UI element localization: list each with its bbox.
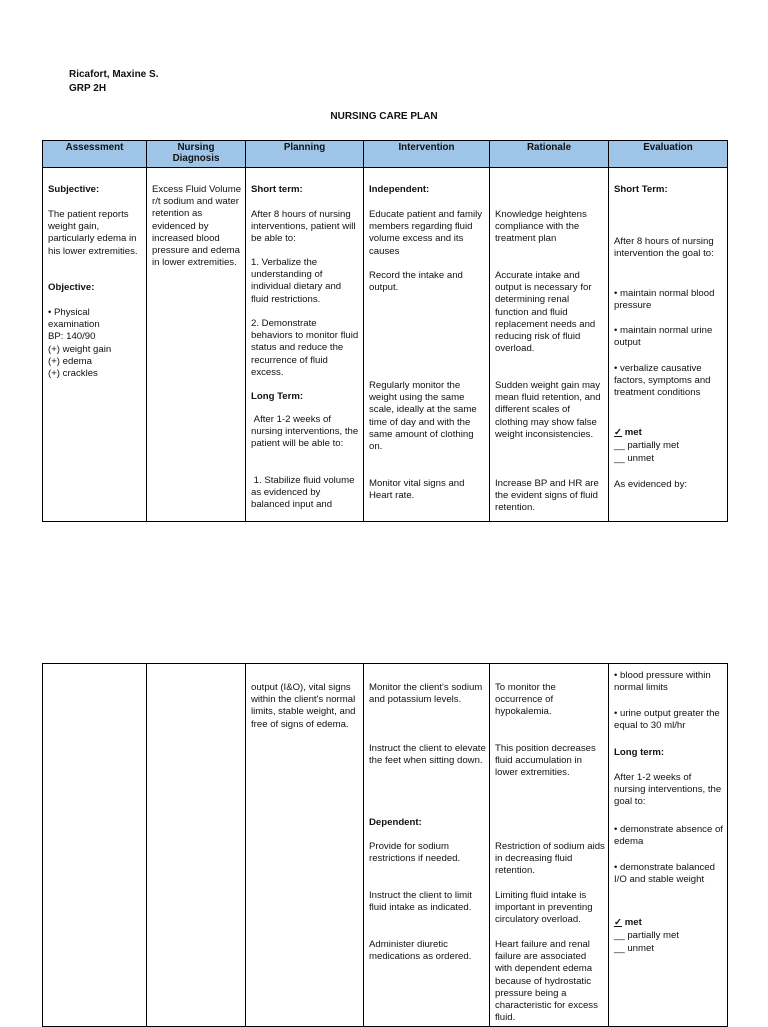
care-plan-table-page1 [42, 140, 728, 522]
dependent-label: Dependent: [369, 817, 422, 828]
partially-met-option: __ partially met [614, 440, 680, 451]
met-label: met [624, 917, 642, 928]
rationale-item: Increase BP and HR are the evident signs of fluid retention. [495, 478, 599, 514]
evaluation-goal: • maintain normal urine output [614, 325, 713, 349]
care-plan-table-page2 [42, 663, 728, 1027]
objective-line: (+) edema [48, 355, 92, 367]
diagnosis-cell [147, 168, 246, 522]
check-mark-icon: ✓ [614, 917, 623, 928]
planning-long-label: Long Term: [251, 391, 304, 402]
independent-label: Independent: [369, 184, 430, 195]
rationale-item: Restriction of sodium aids in decreasing fluid retention. [495, 841, 605, 877]
evaluation-goal: • demonstrate absence of edema [614, 824, 723, 848]
objective-line: BP: 140/90 [48, 331, 96, 343]
planning-long-intro: After 1-2 weeks of nursing interventions, the patient will be able to: [251, 414, 361, 450]
intervention-item: Instruct the client to limit fluid intake as indicated. [369, 890, 472, 914]
header-evaluation: Evaluation [609, 141, 728, 168]
intervention-item: Educate patient and family members regarding fluid volume excess and its causes [369, 209, 483, 257]
assessment-cell-empty [43, 664, 147, 1027]
rationale-item: Accurate intake and output is necessary for determining renal function and fluid replacement needs and reducing risk of fluid overload. [495, 270, 596, 355]
header-nursing-diagnosis: Nursing Diagnosis [147, 141, 246, 168]
group-label: GRP 2H [69, 83, 107, 94]
rationale-item: To monitor the occurrence of hypokalemia. [495, 682, 556, 718]
planning-short-2: 2. Demonstrate behaviors to monitor fluid status and reduce the recurrence of fluid excess. [251, 318, 359, 378]
planning-continued-text: output (I&O), vital signs within the client's normal limits, stable weight, and free of signs of edema. [251, 682, 356, 730]
intervention-cell [364, 168, 490, 522]
planning-cell-continued [246, 664, 364, 1027]
planning-short-label: Short term: [251, 184, 303, 195]
intervention-item: Administer diuretic medications as ordered. [369, 939, 472, 963]
planning-long-1: 1. Stabilize fluid volume as evidenced by balanced input and [251, 475, 358, 511]
unmet-option: __ unmet [614, 453, 655, 464]
rationale-item: This position decreases fluid accumulation in lower extremities. [495, 743, 596, 779]
page-title: NURSING CARE PLAN [330, 111, 438, 122]
evaluation-long-label: Long term: [614, 747, 665, 758]
assessment-cell [43, 168, 147, 522]
subjective-text: The patient reports weight gain, particularly edema in his lower extremities. [48, 209, 138, 257]
objective-line: (+) weight gain [48, 343, 112, 355]
student-name: Ricafort, Maxine S. [69, 69, 159, 80]
rationale-item: Limiting fluid intake is important in preventing circulatory overload. [495, 890, 593, 926]
evaluation-short-label: Short Term: [614, 184, 668, 195]
rationale-item: Heart failure and renal failure are associated with dependent edema because of hydrostatic pressure being a characteristic for excess fluid. [495, 939, 598, 1024]
unmet-option: __ unmet [614, 943, 655, 954]
evaluation-goal: • verbalize causative factors, symptoms and treatment conditions [614, 363, 711, 399]
rationale-item: Knowledge heightens compliance with the treatment plan [495, 209, 587, 245]
rationale-cell-continued [490, 664, 609, 1027]
intervention-item: Instruct the client to elevate the feet when sitting down. [369, 743, 486, 767]
as-evidenced-by: As evidenced by: [614, 479, 688, 490]
evaluation-goal: • urine output greater the equal to 30 ml/hr [614, 708, 720, 732]
header-rationale: Rationale [490, 141, 609, 168]
met-label: met [624, 427, 642, 438]
intervention-item: Provide for sodium restrictions if needed. [369, 841, 461, 865]
evaluation-cell [609, 168, 728, 522]
evaluation-goal: • demonstrate balanced I/O and stable weight [614, 862, 715, 886]
intervention-cell-continued [364, 664, 490, 1027]
evaluation-intro: After 8 hours of nursing intervention the goal to: [614, 236, 714, 260]
planning-short-intro: After 8 hours of nursing interventions, patient will be able to: [251, 209, 356, 245]
subjective-label: Subjective: [48, 184, 100, 195]
header-planning: Planning [246, 141, 364, 168]
diagnosis-cell-empty [147, 664, 246, 1027]
objective-line: • Physical examination [48, 307, 100, 331]
evaluation-intro: After 1-2 weeks of nursing interventions, the goal to: [614, 772, 722, 808]
evaluation-cell-continued [609, 664, 728, 1027]
partially-met-option: __ partially met [614, 930, 680, 941]
objective-line: (+) crackles [48, 368, 98, 380]
check-mark-icon: ✓ [614, 427, 623, 438]
met-checkbox [614, 427, 724, 439]
planning-cell [246, 168, 364, 522]
intervention-item: Record the intake and output. [369, 270, 463, 294]
evaluation-goal: • maintain normal blood pressure [614, 288, 715, 312]
objective-list [48, 307, 143, 380]
rationale-cell [490, 168, 609, 522]
diagnosis-text: Excess Fluid Volume r/t sodium and water retention as evidenced by increased blood pressure and edema in lower extremities. [152, 184, 242, 269]
intervention-item: Monitor the client's sodium and potassium levels. [369, 682, 483, 706]
rationale-item: Sudden weight gain may mean fluid retention, and different scales of clothing may show false weight inconsistencies. [495, 380, 601, 440]
met-checkbox [614, 917, 724, 929]
objective-label: Objective: [48, 282, 95, 293]
header-intervention: Intervention [364, 141, 490, 168]
planning-short-1: 1. Verbalize the understanding of individual dietary and fluid restrictions. [251, 257, 342, 305]
evaluation-goal: • blood pressure within normal limits [614, 670, 711, 694]
intervention-item: Regularly monitor the weight using the same scale, ideally at the same time of day and with the same amount of clothing on. [369, 380, 477, 453]
intervention-item: Monitor vital signs and Heart rate. [369, 478, 465, 502]
header-assessment: Assessment [43, 141, 147, 168]
